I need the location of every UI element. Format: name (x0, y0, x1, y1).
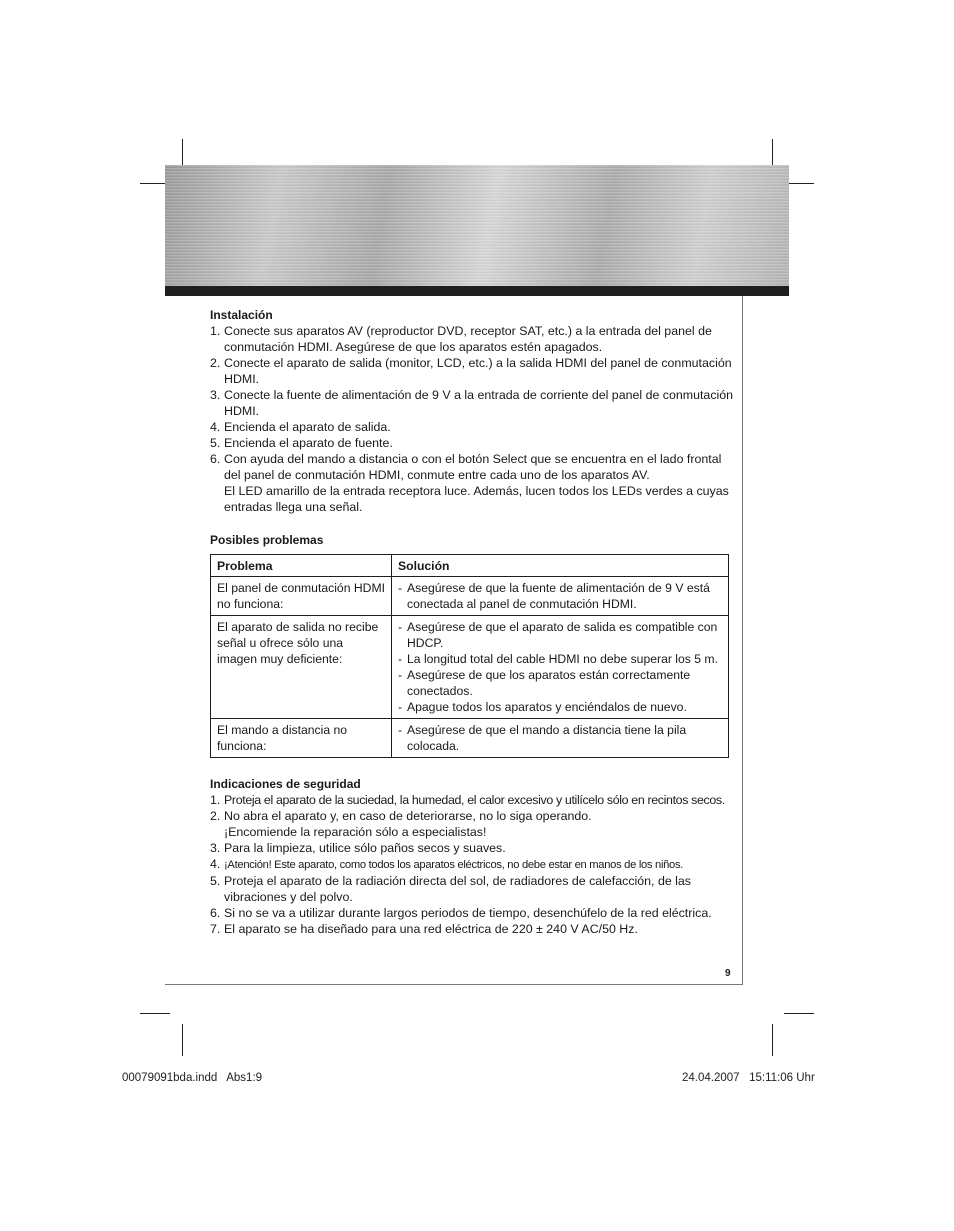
safety-item (210, 840, 735, 856)
step-text: Encienda el aparato de salida. (224, 420, 391, 434)
installation-title: Instalación (210, 308, 273, 322)
solution-cell (392, 616, 729, 719)
safety-item (210, 873, 735, 905)
safety-item (210, 792, 735, 808)
safety-list (210, 792, 735, 937)
safety-item (210, 905, 735, 921)
item-text: El aparato se ha diseñado para una red eléctrica de 220 ± 240 V AC/50 Hz. (224, 922, 638, 936)
solution-cell (392, 719, 729, 758)
crop-mark-bottom-left-vertical (182, 1024, 183, 1056)
step-text: Con ayuda del mando a distancia o con el botón Select que se encuentra en el lado frontal del panel de conmutación HDMI, conmute entre cada uno de los aparatos AV. (224, 452, 722, 482)
page-number: 9 (725, 968, 731, 979)
step-number: 4. (210, 420, 221, 434)
item-number: 3. (210, 841, 221, 855)
footer-file-info: 00079091bda.indd Abs1:9 (122, 1072, 263, 1084)
table-row (211, 616, 729, 719)
solution-item: - Asegúrese de que el aparato de salida es compatible con HDCP. (398, 620, 718, 650)
problem-cell: El aparato de salida no recibe señal u ofrece sólo una imagen muy deficiente: (211, 616, 392, 719)
crop-mark-bottom-right-vertical (772, 1024, 773, 1056)
step-number: 6. (210, 452, 221, 466)
installation-step (210, 355, 735, 387)
item-text: Proteja el aparato de la suciedad, la humedad, el calor excesivo y utilícelo sólo en recintos secos. (224, 793, 725, 807)
item-text: Proteja el aparato de la radiación directa del sol, de radiadores de calefacción, de las vibraciones y del polvo. (224, 874, 692, 904)
item-number: 6. (210, 906, 221, 920)
header-black-bar (165, 286, 789, 296)
header-solution: Solución (392, 555, 729, 577)
problems-table (210, 554, 729, 758)
item-number: 7. (210, 922, 221, 936)
item-text: ¡Atención! Este aparato, como todos los aparatos eléctricos, no debe estar en manos de los niños. (224, 859, 684, 871)
item-number: 2. (210, 809, 221, 823)
solution-item: - Asegúrese de que la fuente de alimentación de 9 V está conectada al panel de conmutación HDMI. (398, 581, 710, 611)
step-text: Encienda el aparato de fuente. (224, 436, 393, 450)
problem-cell: El mando a distancia no funciona: (211, 719, 392, 758)
safety-item (210, 808, 735, 840)
item-number: 5. (210, 874, 221, 888)
item-text: No abra el aparato y, en caso de deteriorarse, no lo siga operando. (224, 809, 592, 823)
problems-title: Posibles problemas (210, 533, 324, 547)
installation-step (210, 451, 735, 515)
solution-item: - Asegúrese de que los aparatos están correctamente conectados. (398, 668, 691, 698)
step-text: Conecte sus aparatos AV (reproductor DVD, receptor SAT, etc.) a la entrada del panel de conmutación HDMI. Asegúrese de que los aparatos estén apagados. (224, 324, 712, 354)
step-number: 3. (210, 388, 221, 402)
solution-item: - Asegúrese de que el mando a distancia tiene la pila colocada. (398, 723, 687, 753)
step-number: 5. (210, 436, 221, 450)
item-number: 1. (210, 793, 221, 807)
table-row (211, 577, 729, 616)
header-problem: Problema (211, 555, 392, 577)
main-content (210, 307, 735, 937)
item-text: Si no se va a utilizar durante largos periodos de tiempo, desenchúfelo de la red eléctrica. (224, 906, 712, 920)
crop-mark-bottom-left-horizontal (140, 1013, 170, 1014)
header-brushed-metal-band (165, 165, 789, 286)
step-text: Conecte el aparato de salida (monitor, LCD, etc.) a la salida HDMI del panel de conmutación HDMI. (224, 356, 732, 386)
solution-item: - Apague todos los aparatos y enciéndalos de nuevo. (398, 700, 687, 714)
item-note: ¡Encomiende la reparación sólo a especialistas! (224, 825, 487, 839)
page-right-rule (742, 296, 743, 984)
problem-cell: El panel de conmutación HDMI no funciona: (211, 577, 392, 616)
item-text: Para la limpieza, utilice sólo paños secos y suaves. (224, 841, 506, 855)
step-number: 1. (210, 324, 221, 338)
item-number: 4. (210, 857, 221, 871)
installation-step (210, 419, 735, 435)
crop-mark-bottom-right-horizontal (784, 1013, 814, 1014)
solution-item: - La longitud total del cable HDMI no debe superar los 5 m. (398, 652, 718, 666)
safety-item (210, 921, 735, 937)
step-note: El LED amarillo de la entrada receptora luce. Además, lucen todos los LEDs verdes a cuyas entradas llega una señal. (224, 484, 729, 514)
safety-item (210, 856, 735, 873)
page-bottom-rule (165, 984, 743, 985)
solution-cell (392, 577, 729, 616)
step-text: Conecte la fuente de alimentación de 9 V a la entrada de corriente del panel de conmutación HDMI. (224, 388, 734, 418)
installation-step (210, 323, 735, 355)
installation-steps (210, 323, 735, 515)
safety-title: Indicaciones de seguridad (210, 777, 361, 791)
step-number: 2. (210, 356, 221, 370)
footer-timestamp: 24.04.2007 15:11:06 Uhr (682, 1072, 815, 1084)
table-row (211, 719, 729, 758)
installation-step (210, 387, 735, 419)
installation-step (210, 435, 735, 451)
table-header-row (211, 555, 729, 577)
